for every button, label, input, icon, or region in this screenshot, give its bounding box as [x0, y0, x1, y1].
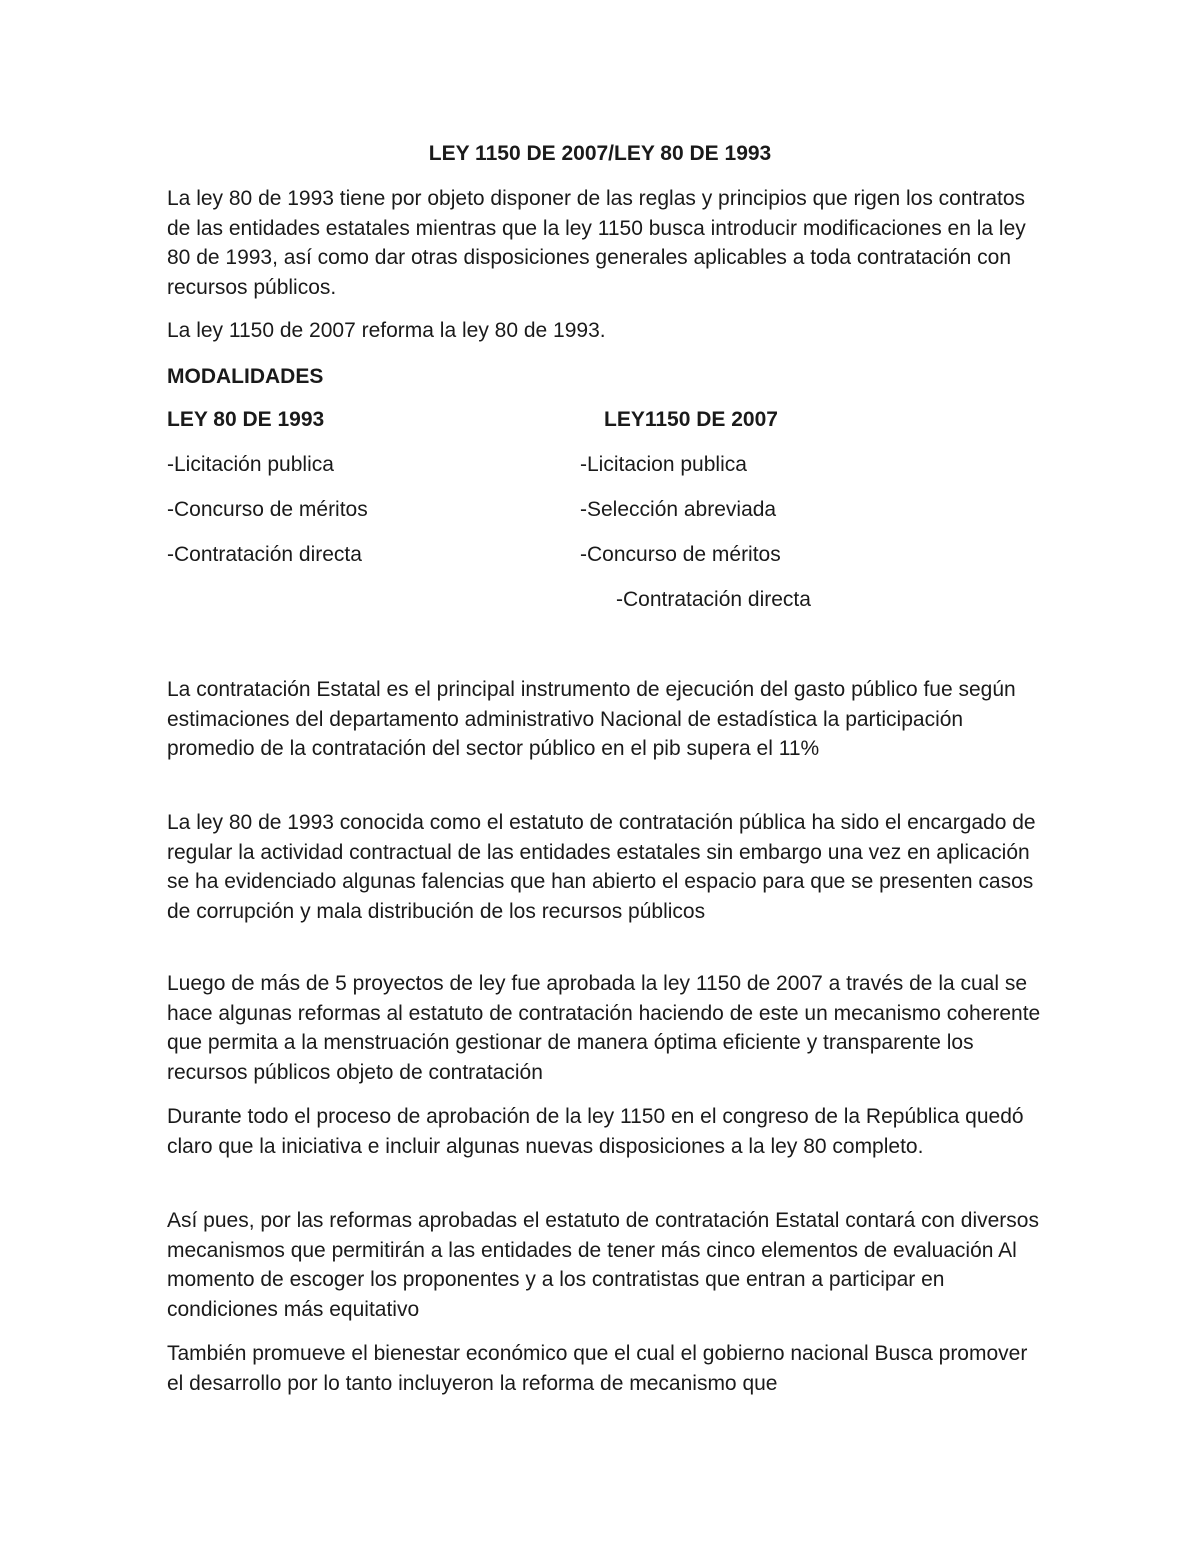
intro-paragraph: La ley 80 de 1993 tiene por objeto disponer de las reglas y principios que rigen los contratos de las entidades estatales mientras que la ley 1150 busca introducir modificaciones en la ley 80 de 1993, así como dar otras disposiciones generales aplicables a toda contratación con recursos públicos.	[167, 187, 1026, 299]
left-item: -Concurso de méritos	[167, 498, 368, 521]
body-paragraph: Durante todo el proceso de aprobación de la ley 1150 en el congreso de la República quedó claro que la iniciativa e incluir algunas nuevas disposiciones a la ley 80 completo.	[167, 1105, 1024, 1158]
left-item: -Contratación directa	[167, 543, 362, 566]
left-item: -Licitación publica	[167, 453, 334, 476]
body-paragraph: La contratación Estatal es el principal instrumento de ejecución del gasto público fue según estimaciones del departamento administrativo Nacional de estadística la participación promedio de la contratación del sector público en el pib supera el 11%	[167, 678, 1016, 760]
body-paragraph: Así pues, por las reformas aprobadas el estatuto de contratación Estatal contará con diversos mecanismos que permitirán a las entidades de tener más cinco elementos de evaluación Al momento de escoger los proponentes y a los contratistas que entran a participar en condiciones más equitativo	[167, 1209, 1039, 1321]
modalidades-heading: MODALIDADES	[167, 365, 324, 388]
document-title: LEY 1150 DE 2007/LEY 80 DE 1993	[428, 142, 772, 165]
body-paragraph: La ley 80 de 1993 conocida como el estatuto de contratación pública ha sido el encargado de regular la actividad contractual de las entidades estatales sin embargo una vez en aplicación se ha evidenciado algunas falencias que han abierto el espacio para que se presenten casos de corrupción y mala distribución de los recursos públicos	[167, 811, 1036, 923]
right-item: -Selección abreviada	[580, 498, 777, 521]
reform-statement: La ley 1150 de 2007 reforma la ley 80 de 1993.	[167, 319, 606, 342]
right-item: -Licitacion publica	[580, 453, 747, 476]
right-item: -Concurso de méritos	[580, 543, 781, 566]
right-column-header: LEY1150 DE 2007	[604, 408, 778, 431]
body-paragraph: Luego de más de 5 proyectos de ley fue aprobada la ley 1150 de 2007 a través de la cual se hace algunas reformas al estatuto de contratación haciendo de este un mecanismo coherente que permita a la menstruación gestionar de manera óptima eficiente y transparente los recursos públicos objeto de contratación	[167, 972, 1041, 1084]
left-column-header: LEY 80 DE 1993	[167, 408, 325, 431]
body-paragraph: También promueve el bienestar económico que el cual el gobierno nacional Busca promover el desarrollo por lo tanto incluyeron la reforma de mecanismo que	[167, 1342, 1028, 1395]
right-item: -Contratación directa	[616, 588, 811, 611]
